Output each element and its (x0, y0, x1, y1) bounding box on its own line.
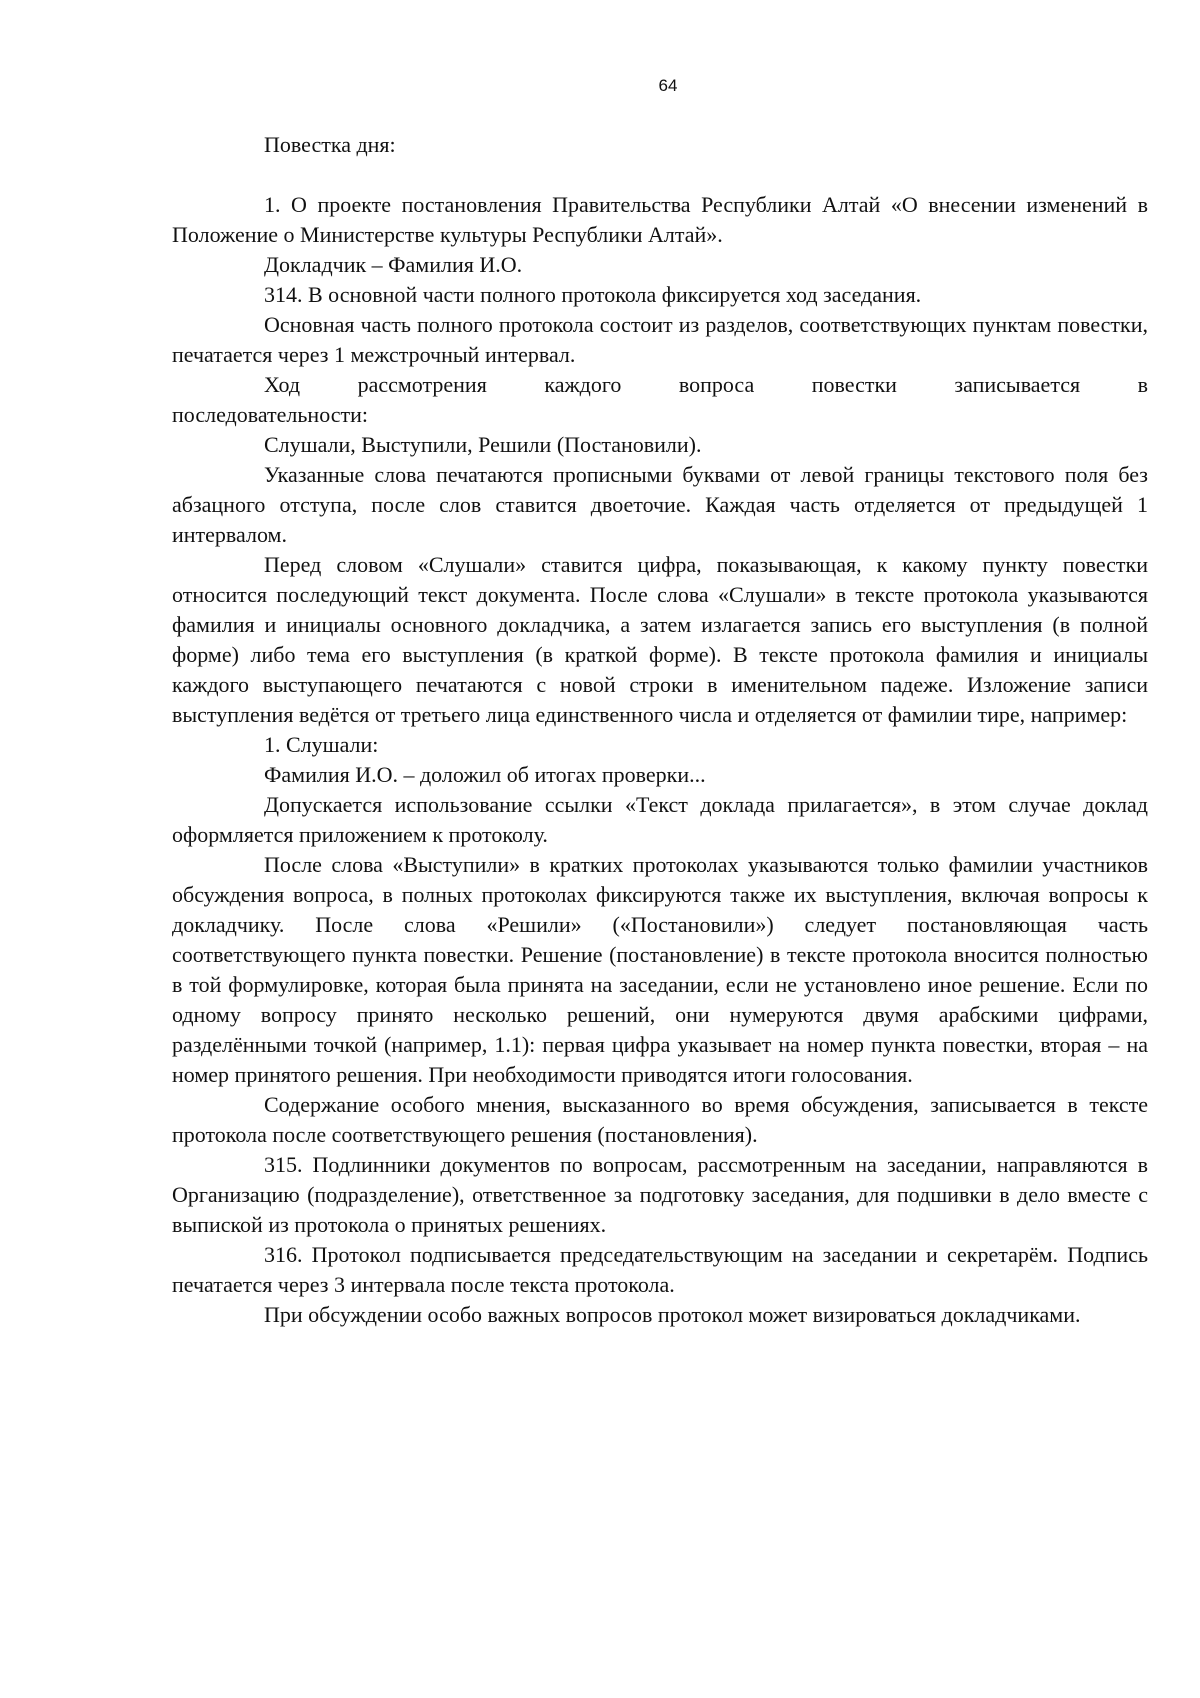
paragraph-after-spoke: После слова «Выступили» в кратких протоколах указываются только фамилии участников обсуждения вопроса, в полных протоколах фиксируются также их выступления, включая вопросы к докладчику. После слова «Решили» («Постановили») следует постановляющая часть соответствующего пункта повестки. Решение (постановление) в тексте протокола вносится полностью в той формулировке, которая была принята на заседании, если не установлено иное решение. Если по одному вопросу принято несколько решений, они нумеруются двумя арабскими цифрами, разделёнными точкой (например, 1.1): первая цифра указывает на номер пункта повестки, вторая – на номер принятого решения. При необходимости приводятся итоги голосования. (172, 852, 1148, 1087)
paragraph-sequence-lead: Ход рассмотрения каждого вопроса повестки записывается в (264, 372, 1148, 397)
example-heard: 1. Слушали: (264, 732, 379, 757)
paragraph-314: 314. В основной части полного протокола фиксируется ход заседания. (264, 282, 922, 307)
paragraph-important: При обсуждении особо важных вопросов протокол может визироваться докладчиками. (264, 1302, 1081, 1327)
example-speaker: Фамилия И.О. – доложил об итогах проверки... (264, 762, 706, 787)
agenda-title: Повестка дня: (264, 132, 396, 157)
paragraph-link-allowed: Допускается использование ссылки «Текст доклада прилагается», в этом случае доклад оформляется приложением к протоколу. (172, 792, 1148, 847)
paragraph-sequence-tail: последовательности: (172, 402, 369, 427)
paragraph-words: Слушали, Выступили, Решили (Постановили). (264, 432, 702, 457)
agenda-item-1: 1. О проекте постановления Правительства Республики Алтай «О внесении изменений в Положение о Министерстве культуры Республики Алтай». (172, 192, 1148, 247)
paragraph-316: 316. Протокол подписывается председательствующим на заседании и секретарём. Подпись печатается через 3 интервала после текста протокола. (172, 1242, 1148, 1297)
paragraph-315: 315. Подлинники документов по вопросам, рассмотренным на заседании, направляются в Организацию (подразделение), ответственное за подготовку заседания, для подшивки в дело вместе с выпиской из протокола о принятых решениях. (172, 1152, 1148, 1237)
paragraph-caps: Указанные слова печатаются прописными буквами от левой границы текстового поля без абзацного отступа, после слов ставится двоеточие. Каждая часть отделяется от предыдущей 1 интервалом. (172, 462, 1148, 547)
paragraph-special-opinion: Содержание особого мнения, высказанного во время обсуждения, записывается в тексте протокола после соответствующего решения (постановления). (172, 1092, 1148, 1147)
paragraph-before-word: Перед словом «Слушали» ставится цифра, показывающая, к какому пункту повестки относится последующий текст документа. После слова «Слушали» в тексте протокола указываются фамилия и инициалы основного докладчика, а затем излагается запись его выступления (в полной форме) либо тема его выступления (в краткой форме). В тексте протокола фамилия и инициалы каждого выступающего печатаются с новой строки в именительном падеже. Изложение записи выступления ведётся от третьего лица единственного числа и отделяется от фамилии тире, например: (172, 552, 1148, 727)
paragraph-main-part: Основная часть полного протокола состоит из разделов, соответствующих пунктам повестки, печатается через 1 межстрочный интервал. (172, 312, 1148, 367)
agenda-speaker: Докладчик – Фамилия И.О. (264, 252, 523, 277)
page-number: 64 (658, 76, 678, 95)
